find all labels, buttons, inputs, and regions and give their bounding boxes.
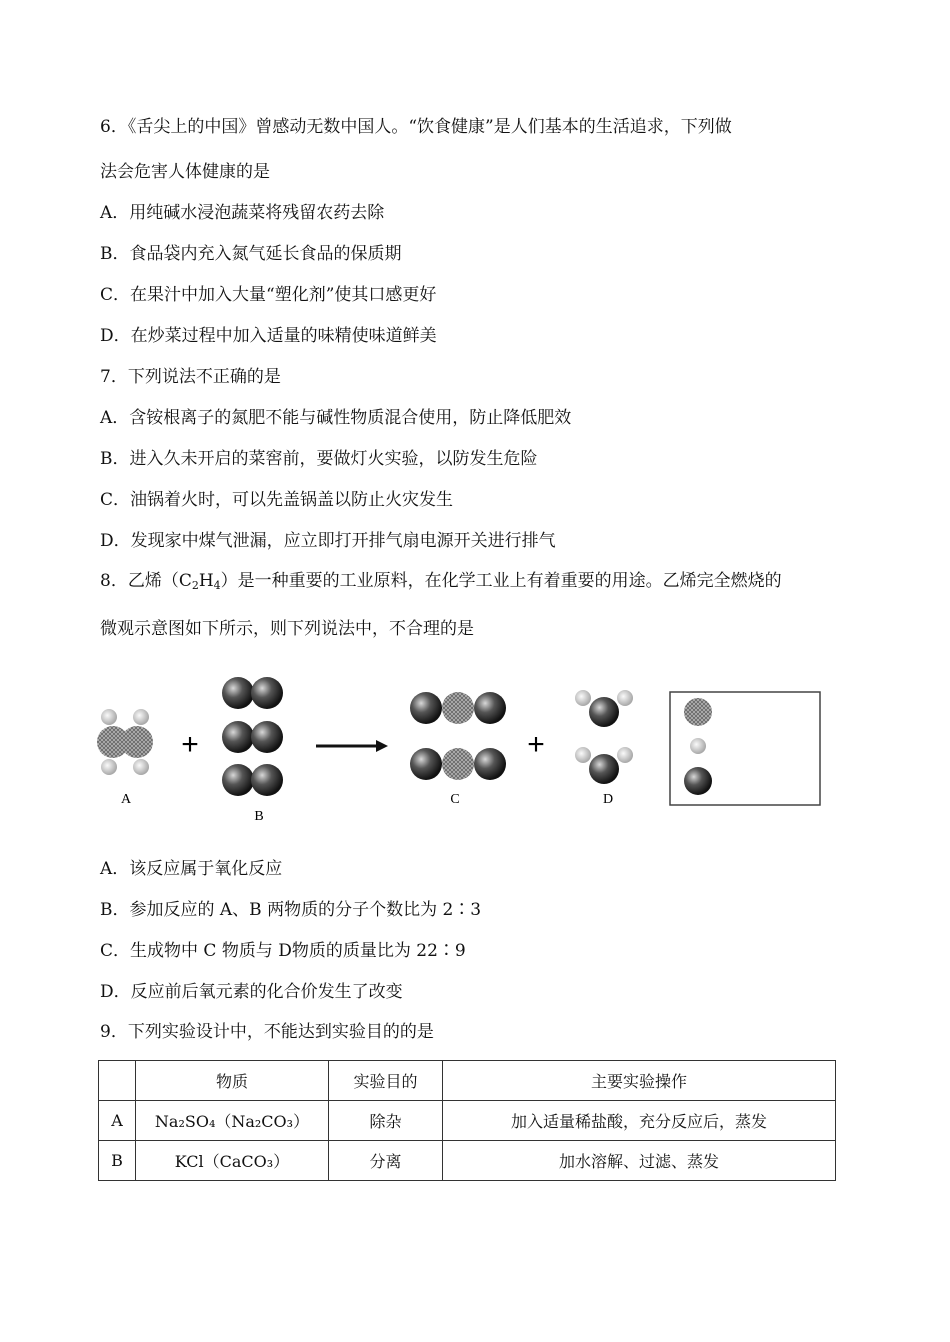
reaction-arrow [316,740,388,752]
label-a: A [120,792,132,807]
plus-sign-1: + [181,728,199,761]
table-row [99,1101,836,1141]
q6-option-c: C．在果汁中加入大量“塑化剂”使其口感更好 [100,285,437,305]
combustion-diagram [96,672,832,832]
atom-legend [670,692,820,805]
q7-stem: 7．下列说法不正确的是 [100,367,281,387]
substance-cell: KCl（CaCO₃） [136,1141,329,1181]
q7-option-b: B．进入久未开启的菜窖前，要做灯火实验，以防发生危险 [100,449,538,469]
q6-option-b: B．食品袋内充入氮气延长食品的保质期 [100,244,402,264]
table-header-cell: 实验目的 [329,1061,443,1101]
operation-cell: 加入适量稀盐酸，充分反应后，蒸发 [443,1101,836,1141]
molecule-b [222,677,283,796]
q6-stem-line2: 法会危害人体健康的是 [100,162,270,182]
q6-stem-line1: 6．《舌尖上的中国》曾感动无数中国人。“饮食健康”是人们基本的生活追求，下列做 [100,117,732,137]
substance-cell: Na₂SO₄（Na₂CO₃） [136,1101,329,1141]
table-header-cell: 主要实验操作 [443,1061,836,1101]
row-label: B [99,1141,136,1181]
q8-stem-line2: 微观示意图如下所示，则下列说法中，不合理的是 [100,619,474,639]
row-label: A [99,1101,136,1141]
q8-option-d: D．反应前后氧元素的化合价发生了改变 [100,982,403,1002]
table-row [99,1141,836,1181]
q6-option-d: D．在炒菜过程中加入适量的味精使味道鲜美 [100,326,437,346]
q7-option-a: A．含铵根离子的氮肥不能与碱性物质混合使用，防止降低肥效 [100,408,572,428]
purpose-cell: 除杂 [329,1101,443,1141]
table-header-cell [99,1061,136,1101]
plus-sign-2: + [527,728,545,761]
molecule-c [410,692,506,780]
operation-cell: 加水溶解、过滤、蒸发 [443,1141,836,1181]
label-b: B [254,809,264,824]
label-d: D [602,792,614,807]
table-header-row [99,1061,836,1101]
label-c: C [450,792,460,807]
table-header-cell: 物质 [136,1061,329,1101]
purpose-cell: 分离 [329,1141,443,1181]
molecule-a [97,709,153,775]
q7-option-d: D．发现家中煤气泄漏，应立即打开排气扇电源开关进行排气 [100,531,556,551]
q6-option-a: A．用纯碱水浸泡蔬菜将残留农药去除 [100,203,385,223]
q7-option-c: C．油锅着火时，可以先盖锅盖以防止火灾发生 [100,490,454,510]
q8-option-b: B．参加反应的 A、B 两物质的分子个数比为 2∶3 [100,900,482,920]
molecule-d [575,690,633,784]
q9-stem: 9．下列实验设计中，不能达到实验目的的是 [100,1022,434,1042]
q8-stem-line1: 8．乙烯$(C_2H_4)$是一种重要的工业原料，在化学工业上有着重要的用途。乙烯完全燃烧的 [100,571,782,592]
experiment-table [98,1060,836,1181]
q8-option-a: A．该反应属于氧化反应 [100,859,283,879]
q8-option-c: C．生成物中 C 物质与 D物质的质量比为 22∶9 [100,941,466,961]
